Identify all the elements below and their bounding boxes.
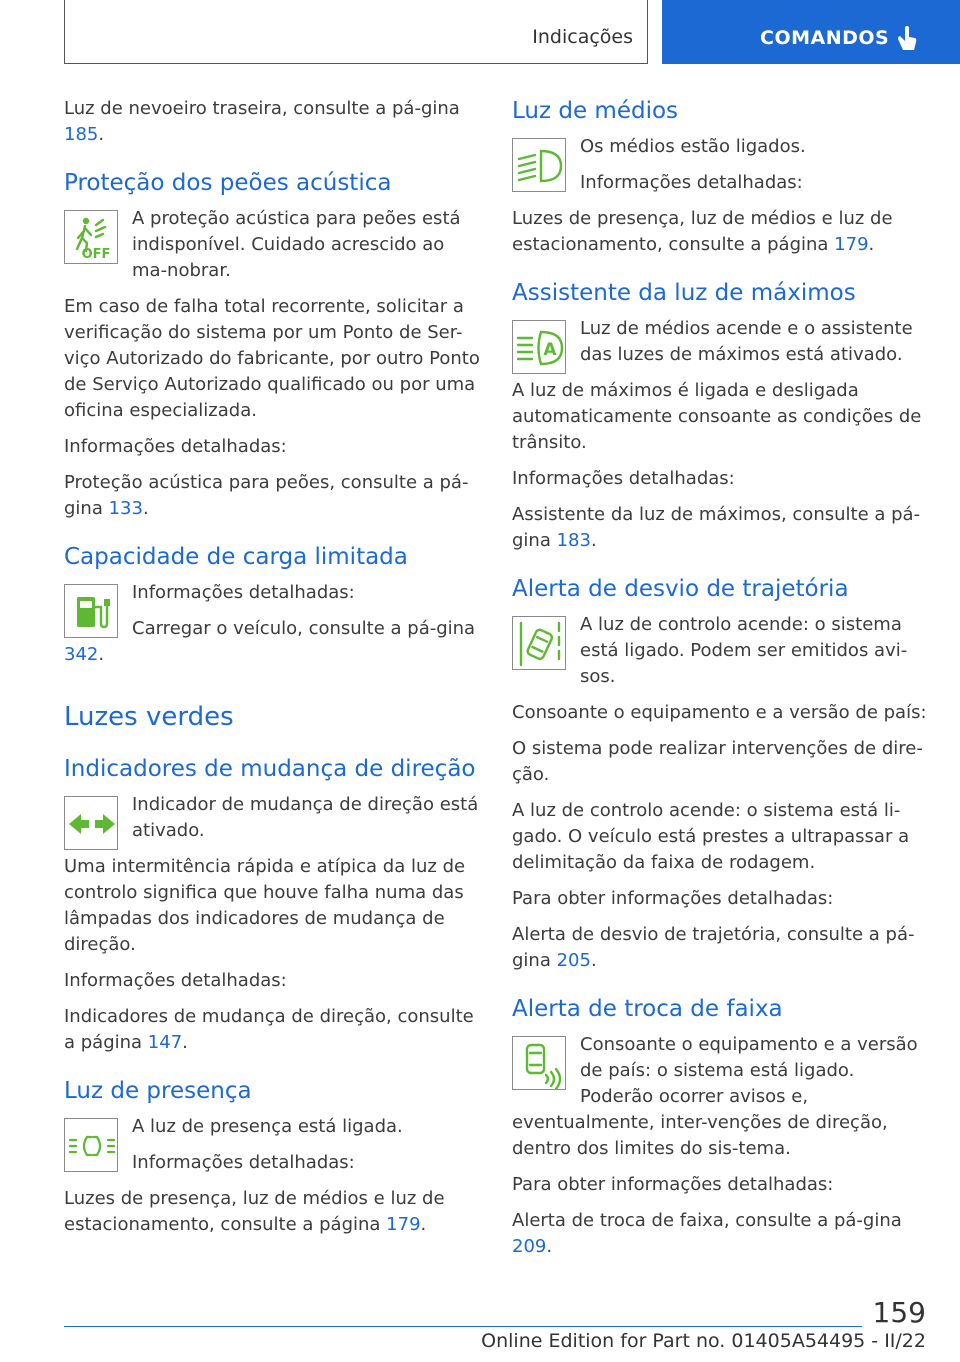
heading-turn-signals: Indicadores de mudança de direção <box>64 756 476 782</box>
heading-low-beam: Luz de médios <box>512 98 679 124</box>
parking-ref: Luzes de presença, luz de médios e luz de estacionamento, consulte a página 179. <box>64 1188 445 1235</box>
pedestrian-sound-off-icon <box>65 211 119 265</box>
low-beam-ref: Luzes de presença, luz de médios e luz de estacionamento, consulte a página 179. <box>512 208 893 255</box>
turn-desc: Indicador de mudança de direção está ativado. <box>132 794 479 841</box>
heading-lane-departure: Alerta de desvio de trajetória <box>512 576 849 602</box>
header-chapter-title: COMANDOS <box>760 27 890 49</box>
page-link-209[interactable]: 209 <box>512 1236 547 1257</box>
lane-change-desc: Consoante o equipamento e a versão de país: o sistema está ligado. Poderão ocorrer avisos e, eventualmente, inter-venções de direção, dentro dos limites do sis-tema. <box>512 1034 918 1159</box>
lane-departure-steering-note: O sistema pode realizar intervenções de dire-ção. <box>512 738 923 785</box>
page-link-179-left[interactable]: 179 <box>386 1214 421 1235</box>
lane-departure-details-label: Para obter informações detalhadas: <box>512 888 834 909</box>
heading-acoustic-protection: Proteção dos peões acústica <box>64 170 392 196</box>
icon-box-lane-change <box>512 1036 566 1090</box>
header-section-box <box>64 0 648 64</box>
heading-green-lights: Luzes verdes <box>64 702 234 732</box>
lane-departure-equipment-note: Consoante o equipamento e a versão de país: <box>512 702 927 723</box>
icon-box-lane-departure <box>512 616 566 670</box>
lane-change-icon <box>513 1037 567 1091</box>
low-beam-details-label: Informações detalhadas: <box>580 172 803 193</box>
right-column <box>512 96 930 1270</box>
header-chapter-tab[interactable] <box>662 0 960 64</box>
page-link-342[interactable]: 342 <box>64 644 99 665</box>
turn-details-label: Informações detalhadas: <box>64 970 287 991</box>
page-number: 159 <box>872 1296 926 1329</box>
acoustic-desc: A proteção acústica para peões está indisponível. Cuidado acrescido ao ma-nobrar. <box>132 208 461 281</box>
icon-box-turn <box>64 796 118 850</box>
heading-parking-light: Luz de presença <box>64 1078 252 1104</box>
high-beam-assistant-icon <box>513 321 567 375</box>
acoustic-ref: Proteção acústica para peões, consulte a pá-gina 133. <box>64 472 469 519</box>
high-beam-auto-note: A luz de máximos é ligada e desligada automaticamente consoante as condições de trânsito. <box>512 380 922 453</box>
low-beam-icon <box>513 139 567 193</box>
lane-departure-ref: Alerta de desvio de trajetória, consulte a pá-gina 205. <box>512 924 915 971</box>
svg-text:A: A <box>543 340 557 360</box>
parking-light-icon <box>65 1119 119 1173</box>
acoustic-details-label: Informações detalhadas: <box>64 436 287 457</box>
svg-text:OFF: OFF <box>81 247 111 262</box>
lane-departure-desc: A luz de controlo acende: o sistema está ligado. Podem ser emitidos avi-sos. <box>580 614 908 687</box>
charging-plug-icon <box>65 585 119 639</box>
icon-box-acoustic <box>64 210 118 264</box>
parking-details-label: Informações detalhadas: <box>132 1152 355 1173</box>
charge-ref: Carregar o veículo, consulte a pá-gina 342. <box>64 618 476 665</box>
hand-pointer-icon <box>896 26 918 52</box>
charge-details-label: Informações detalhadas: <box>132 582 355 603</box>
footer-edition: Online Edition for Part no. 01405A54495 - II/22 <box>481 1330 926 1352</box>
lane-departure-icon <box>513 617 567 671</box>
high-beam-details-label: Informações detalhadas: <box>512 468 735 489</box>
turn-failure-note: Uma intermitência rápida e atípica da luz de controlo significa que houve falha numa das lâmpadas dos indicadores de mudança de direção. <box>64 856 466 955</box>
page-link-185[interactable]: 185 <box>64 124 99 145</box>
icon-box-parking <box>64 1118 118 1172</box>
high-beam-ref: Assistente da luz de máximos, consulte a pá-gina 183. <box>512 504 921 551</box>
icon-box-low-beam <box>512 138 566 192</box>
turn-signal-arrows-icon <box>65 797 119 851</box>
lane-departure-warning-note: A luz de controlo acende: o sistema está li-gado. O veículo está prestes a ultrapassar a delimitação da faixa de rodagem. <box>512 800 910 873</box>
lane-change-details-label: Para obter informações detalhadas: <box>512 1174 834 1195</box>
turn-ref: Indicadores de mudança de direção, consulte a página 147. <box>64 1006 474 1053</box>
page-link-205[interactable]: 205 <box>556 950 591 971</box>
low-beam-desc: Os médios estão ligados. <box>580 136 806 157</box>
icon-box-high-beam <box>512 320 566 374</box>
left-column <box>64 96 482 1248</box>
footer-divider <box>64 1326 862 1327</box>
page-link-133[interactable]: 133 <box>108 498 143 519</box>
heading-limited-charge: Capacidade de carga limitada <box>64 544 408 570</box>
acoustic-failure-note: Em caso de falha total recorrente, solicitar a verificação do sistema por um Ponto de Ser-viço Autorizado do fabricante, por outro Ponto de Serviço Autorizado qualificado ou por uma oficina especializada. <box>64 296 480 421</box>
lane-change-ref: Alerta de troca de faixa, consulte a pá-gina 209. <box>512 1210 902 1257</box>
high-beam-desc: Luz de médios acende e o assistente das luzes de máximos está ativado. <box>580 318 913 365</box>
icon-box-charge <box>64 584 118 638</box>
heading-high-beam-assistant: Assistente da luz de máximos <box>512 280 856 306</box>
header-section-title: Indicações <box>532 26 633 48</box>
page-link-183[interactable]: 183 <box>556 530 591 551</box>
page-link-179-right[interactable]: 179 <box>834 234 869 255</box>
heading-lane-change: Alerta de troca de faixa <box>512 996 783 1022</box>
page-link-147[interactable]: 147 <box>147 1032 183 1053</box>
parking-desc: A luz de presença está ligada. <box>132 1116 403 1137</box>
fog-light-ref: Luz de nevoeiro traseira, consulte a pá-gina 185. <box>64 98 460 145</box>
